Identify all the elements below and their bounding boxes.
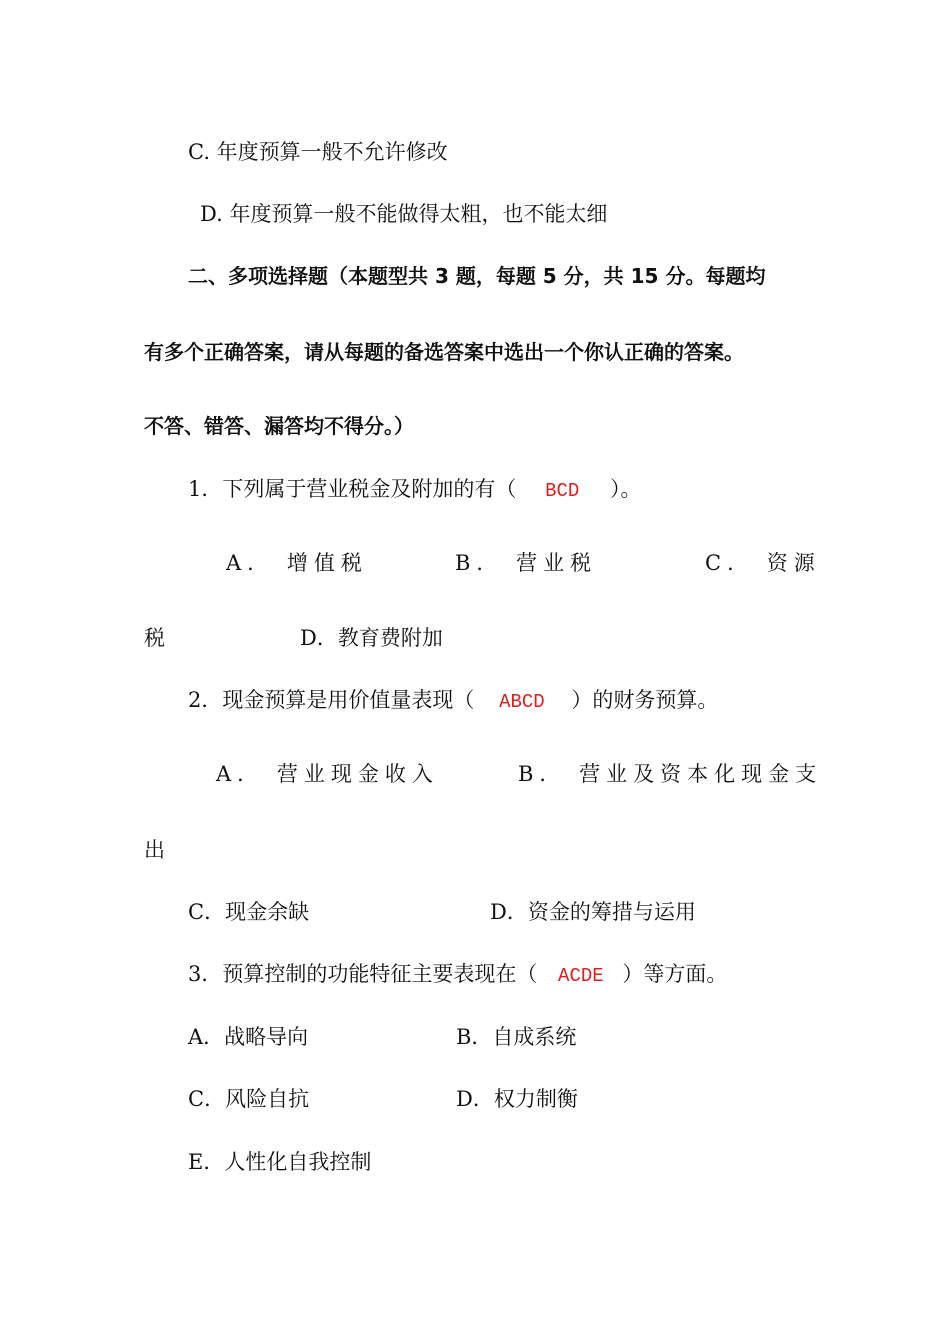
section-heading-line1: 二、多项选择题（本题型共 3 题，每题 5 分，共 15 分。每题均 <box>188 264 766 288</box>
q1-option-c: C． 资源 <box>705 551 821 575</box>
q3-option-b: B．自成系统 <box>456 1025 577 1049</box>
question-3-stem: 3．预算控制的功能特征主要表现在（ <box>188 962 538 986</box>
q3-option-e: E．人性化自我控制 <box>188 1150 372 1174</box>
question-3-stem-end: ）等方面。 <box>622 962 728 986</box>
q3-option-c: C．风险自抗 <box>188 1087 310 1111</box>
q1-option-d: D．教育费附加 <box>300 626 443 650</box>
question-2 <box>188 686 718 716</box>
q1-option-b: B． 营业税 <box>455 551 598 575</box>
question-1-answer: BCD <box>545 480 580 502</box>
question-2-stem-end: ）的财务预算。 <box>571 688 719 712</box>
question-3-answer: ACDE <box>558 965 604 987</box>
q3-option-a: A．战略导向 <box>188 1025 309 1049</box>
option-d-prev: D. 年度预算一般不能做得太粗，也不能太细 <box>200 202 608 226</box>
question-1 <box>188 475 641 505</box>
section-heading-line3: 不答、错答、漏答均不得分。） <box>144 414 414 438</box>
q2-option-d: D．资金的筹措与运用 <box>490 900 696 924</box>
question-2-stem: 2．现金预算是用价值量表现（ <box>188 688 475 712</box>
q2-option-b: B． 营业及资本化现金支 <box>518 762 823 786</box>
option-c-prev: C. 年度预算一般不允许修改 <box>188 140 448 164</box>
q2-option-b-wrap: 出 <box>144 838 165 862</box>
q1-option-a: A． 增值税 <box>226 551 368 575</box>
q3-option-d: D．权力制衡 <box>456 1087 578 1111</box>
q2-option-a: A． 营业现金收入 <box>216 762 439 786</box>
question-2-answer: ABCD <box>499 691 545 713</box>
question-3 <box>188 960 727 990</box>
question-1-stem: 1．下列属于营业税金及附加的有（ <box>188 477 517 501</box>
q2-option-c: C．现金余缺 <box>188 900 310 924</box>
question-1-stem-end: ）。 <box>609 477 642 501</box>
q1-option-c-wrap: 税 <box>144 626 165 650</box>
section-heading-line2: 有多个正确答案，请从每题的备选答案中选出一个你认正确的答案。 <box>144 340 744 364</box>
